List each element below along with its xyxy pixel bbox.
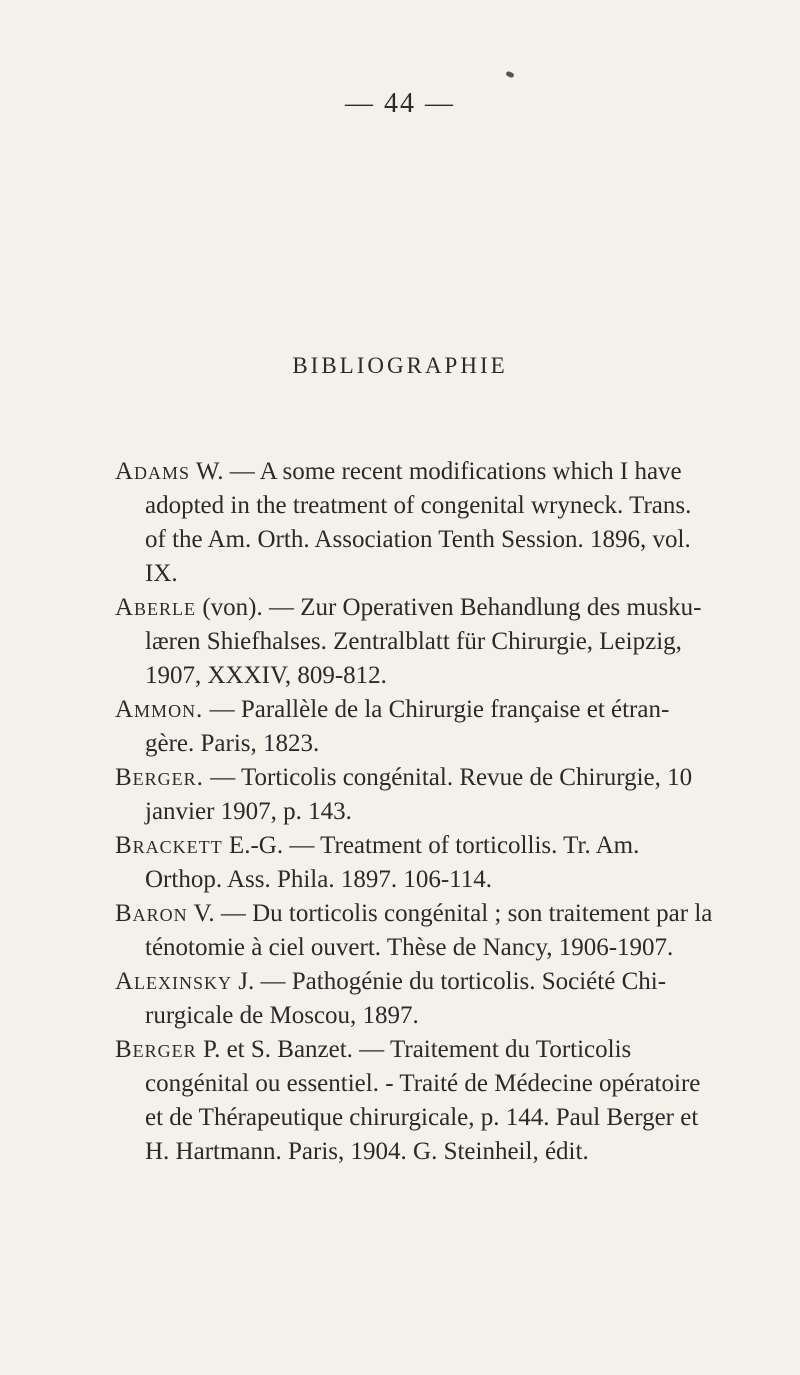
entry-text: — Parallèle de la Chirurgie française et étran-gère. Paris, 1823. xyxy=(145,696,670,757)
bibliography-entry xyxy=(115,1033,715,1169)
bibliography-entry xyxy=(115,829,715,897)
entry-author: Berger xyxy=(115,1036,197,1063)
entry-author: Adams xyxy=(115,458,191,485)
entry-text: V. — Du torticolis congénital ; son traitement par la ténotomie à ciel ouvert. Thèse de Nancy, 1906-1907. xyxy=(145,900,713,961)
entry-author: Berger. xyxy=(115,764,204,791)
entry-text: P. et S. Banzet. — Traitement du Torticolis congénital ou essentiel. - Traité de Médecine opératoire et de Thérapeutique chirurgicale, p. 144. Paul Berger et H. Hartmann. Paris, 1904. G. Steinheil, édit. xyxy=(145,1036,701,1165)
bibliography-entry xyxy=(115,693,715,761)
entry-text: (von). — Zur Operativen Behandlung des musku-læren Shiefhalses. Zentralblatt für Chirurgie, Leipzig, 1907, XXXIV, 809-812. xyxy=(145,594,702,689)
entry-author: Baron xyxy=(115,900,188,927)
ink-speck xyxy=(505,71,514,79)
bibliography-entry xyxy=(115,897,715,965)
entry-author: Alexinsky xyxy=(115,968,233,995)
page-number: — 44 — xyxy=(345,88,455,119)
bibliography-entry xyxy=(115,761,715,829)
entry-author: Brackett xyxy=(115,832,223,859)
entry-text: — Torticolis congénital. Revue de Chirurgie, 10 janvier 1907, p. 143. xyxy=(145,764,693,825)
entry-text: E.-G. — Treatment of torticollis. Tr. Am. Orthop. Ass. Phila. 1897. 106-114. xyxy=(145,832,640,893)
bibliography-entry xyxy=(115,591,715,693)
entry-text: W. — A some recent modifications which I have adopted in the treatment of congenital wryneck. Trans. of the Am. Orth. Association Tenth Session. 1896, vol. IX. xyxy=(145,458,692,587)
bibliography-list xyxy=(115,455,715,1169)
bibliography-entry xyxy=(115,455,715,591)
section-title: BIBLIOGRAPHIE xyxy=(292,353,508,378)
bibliography-entry xyxy=(115,965,715,1033)
entry-text: J. — Pathogénie du torticolis. Société Chi-rurgicale de Moscou, 1897. xyxy=(145,968,667,1029)
entry-author: Ammon. xyxy=(115,696,204,723)
entry-author: Aberle xyxy=(115,594,197,621)
